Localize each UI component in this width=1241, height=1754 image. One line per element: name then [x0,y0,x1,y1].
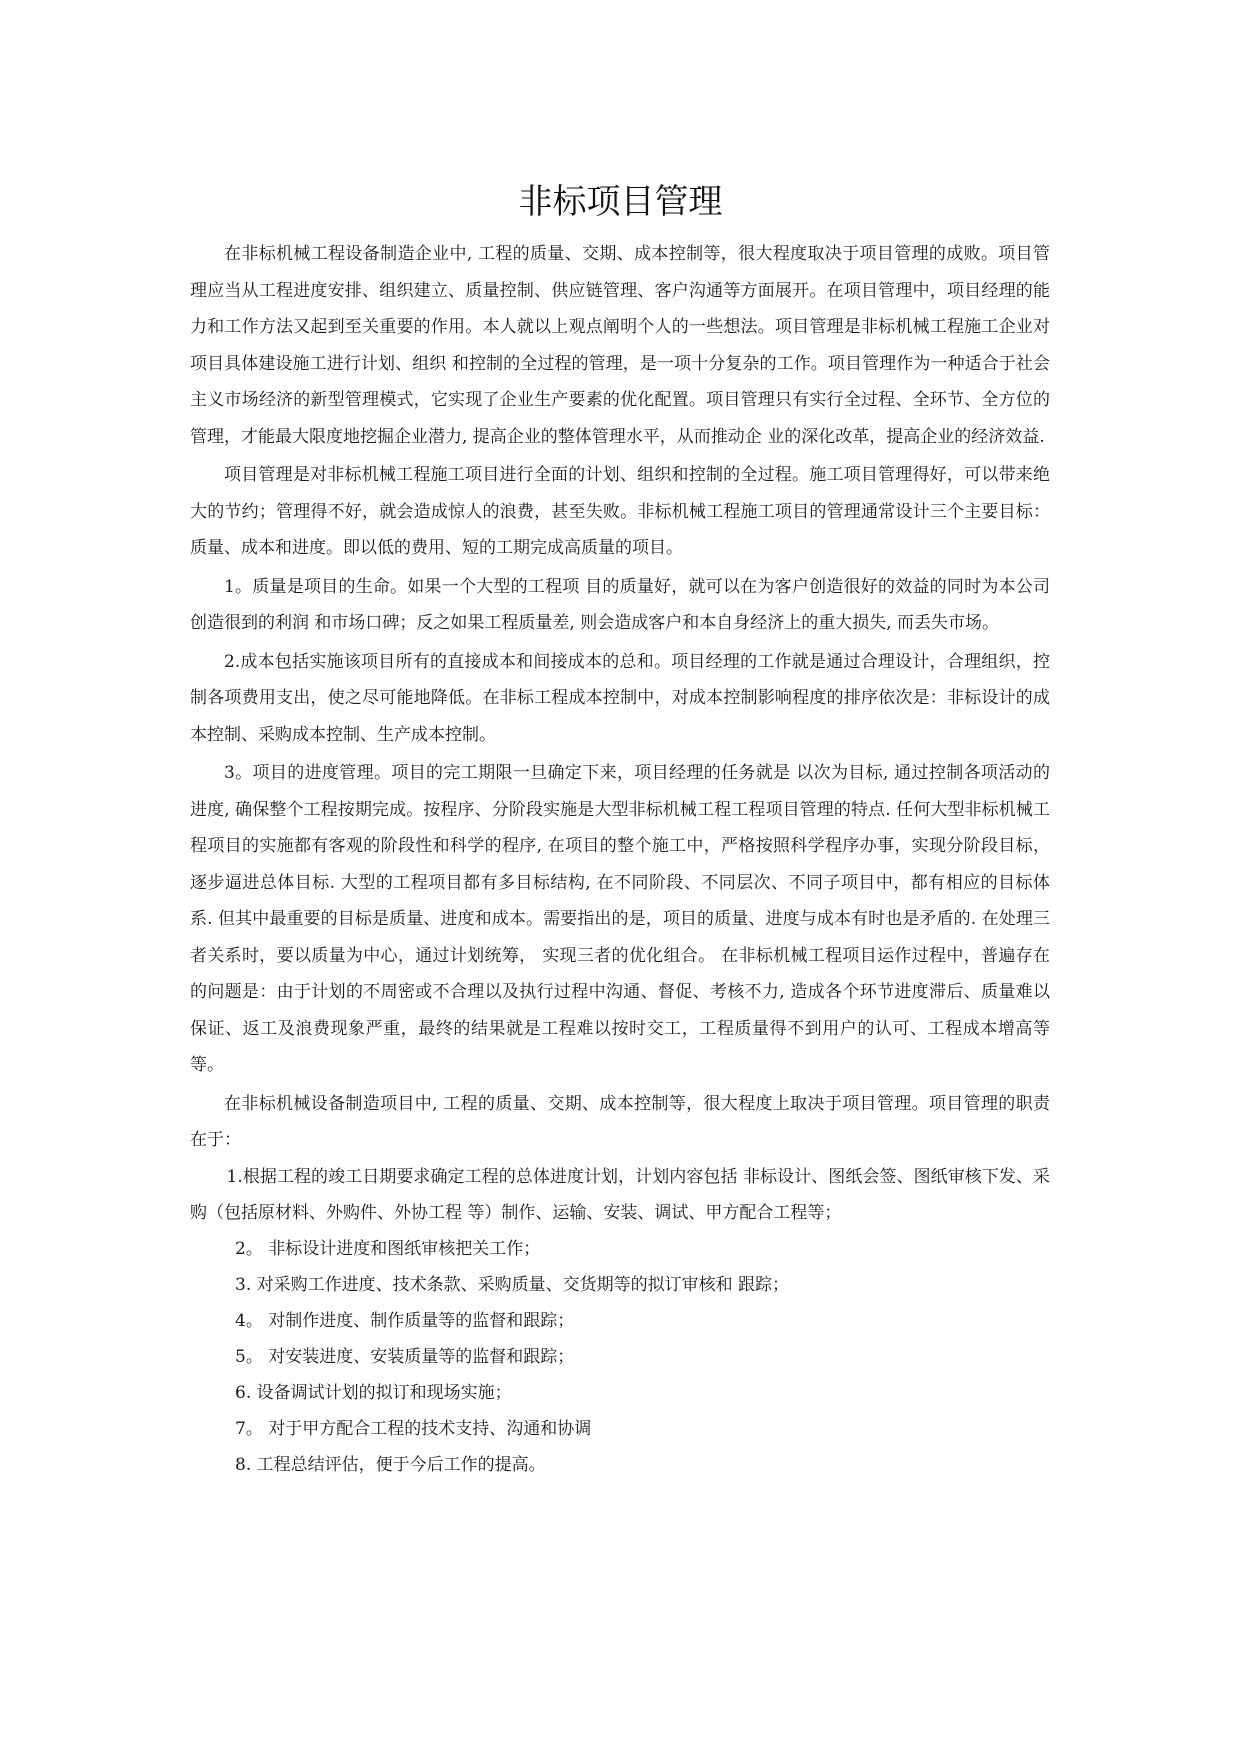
paragraph-cost: 2.成本包括实施该项目所有的直接成本和间接成本的总和。项目经理的工作就是通过合理设计，合理组织，控制各项费用支出，使之尽可能地降低。在非标工程成本控制中，对成本控制影响程度的排序依次是：非标设计的成本控制、采购成本控制、生产成本控制。 [190,651,1050,745]
list-item: 7。 对于甲方配合工程的技术支持、沟通和协调 [235,1418,592,1439]
list-item: 1.根据工程的竣工日期要求确定工程的总体进度计划，计划内容包括 非标设计、图纸会签、图纸审核下发、采购（包括原材料、外购件、外协工程 等）制作、运输、安装、调试、甲方配合工程等； [190,1166,1050,1223]
paragraph-schedule: 3。项目的进度管理。项目的完工期限一旦确定下来，项目经理的任务就是 以次为目标, 通过控制各项活动的进度, 确保整个工程按期完成。按程序、分阶段实施是大型非标机械工程工程项目管理的特点. 任何大型非标机械工程项目的实施都有客观的阶段性和科学的程序, 在项目的整个施工中，严格按照科学程序办事，实现分阶段目标，逐步逼进总体目标. 大型的工程项目都有多目标结构, 在不同阶段、不同层次、不同子项目中，都有相应的目标体系. 但其中最重要的目标是质量、进度和成本。需要指出的是，项目的质量、进度与成本有时也是矛盾的. 在处理三者关系时，要以质量为中心，通过计划统筹， 实现三者的优化组合。 在非标机械工程项目运作过程中，普遍存在的问题是：由于计划的不周密或不合理以及执行过程中沟通、督促、考核不力, 造成各个环节进度滞后、质量难以保证、返工及浪费现象严重，最终的结果就是工程难以按时交工，工程质量得不到用户的认可、工程成本增高等等。 [190,763,1050,1075]
duties-list [190,1159,1050,1483]
document-title: 非标项目管理 [518,182,723,222]
list-item: 2。 非标设计进度和图纸审核把关工作； [235,1238,541,1259]
list-item: 5。 对安装进度、安装质量等的监督和跟踪； [235,1346,575,1367]
paragraph-objectives: 项目管理是对非标机械工程施工项目进行全面的计划、组织和控制的全过程。施工项目管理得好，可以带来绝大的节约；管理得不好，就会造成惊人的浪费，甚至失败。非标机械工程施工项目的管理通常设计三个主要目标：质量、成本和进度。即以低的费用、短的工期完成高质量的项目。 [190,465,1050,558]
list-item: 8. 工程总结评估，便于今后工作的提高。 [235,1454,546,1475]
paragraph-responsibilities: 在非标机械设备制造项目中, 工程的质量、交期、成本控制等，很大程度上取决于项目管理。项目管理的职责在于： [190,1093,1050,1150]
list-item: 3. 对采购工作进度、技术条款、采购质量、交货期等的拟订审核和 跟踪； [235,1274,790,1295]
list-item: 4。 对制作进度、制作质量等的监督和跟踪； [235,1310,575,1331]
list-item: 6. 设备调试计划的拟订和现场实施； [235,1382,512,1403]
paragraph-intro: 在非标机械工程设备制造企业中, 工程的质量、交期、成本控制等，很大程度取决于项目管理的成败。项目管理应当从工程进度安排、组织建立、质量控制、供应链管理、客户沟通等方面展开。在项目管理中，项目经理的能力和工作方法又起到至关重要的作用。本人就以上观点阐明个人的一些想法。项目管理是非标机械工程施工企业对项目具体建设施工进行计划、组织 和控制的全过程的管理，是一项十分复杂的工作。项目管理作为一种适合于社会主义市场经济的新型管理模式，它实现了企业生产要素的优化配置。项目管理只有实行全过程、全环节、全方位的管理，才能最大限度地挖掘企业潜力, 提高企业的整体管理水平，从而推动企 业的深化改革，提高企业的经济效益. [190,244,1050,447]
document-body [190,236,1050,1483]
paragraph-quality: 1。质量是项目的生命。如果一个大型的工程项 目的质量好，就可以在为客户创造很好的效益的同时为本公司创造很到的利润 和市场口碑；反之如果工程质量差, 则会造成客户和本自身经济上的重大损失, 而丢失市场。 [190,576,1050,633]
